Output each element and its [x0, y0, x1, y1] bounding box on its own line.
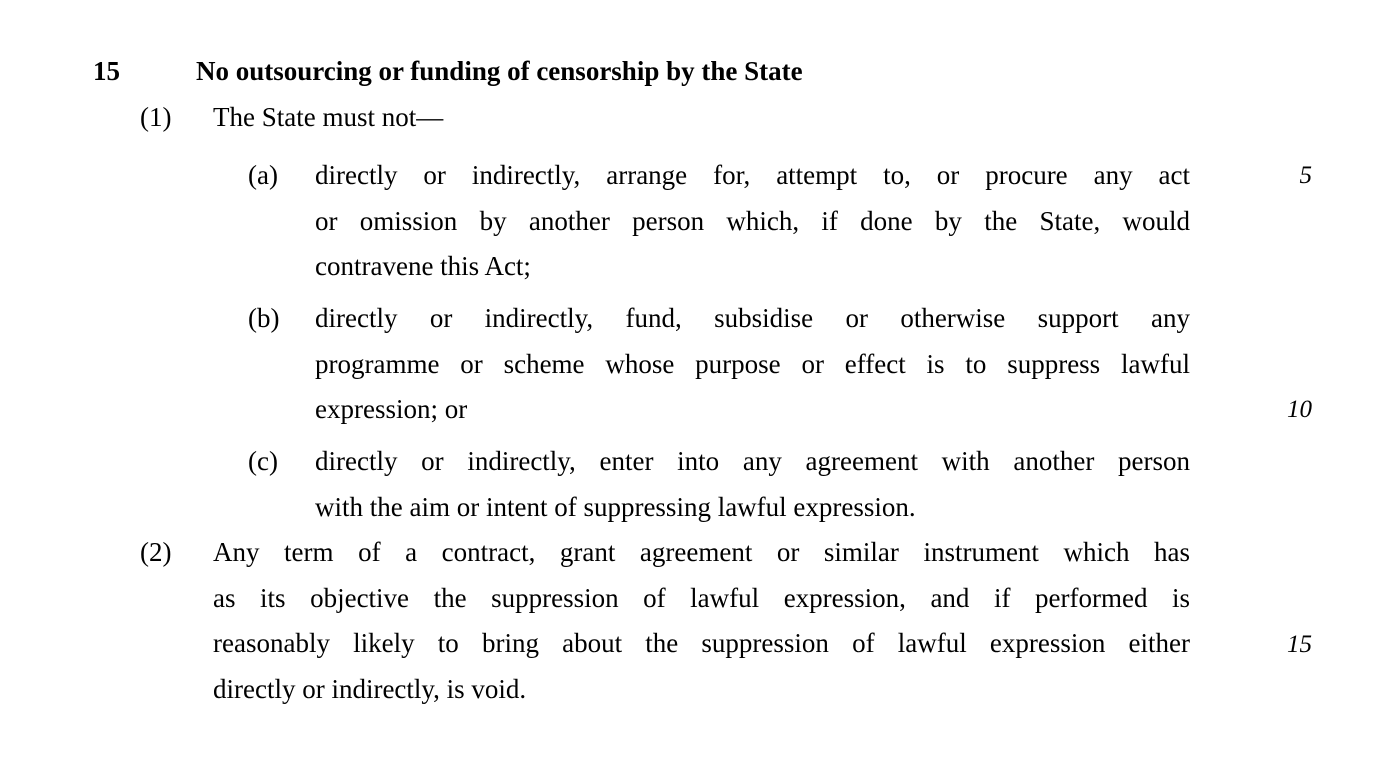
subsection-2-label: (2): [140, 537, 172, 567]
margin-line-number-15: 15: [1287, 631, 1312, 658]
text-line: directly or indirectly, is void.: [213, 673, 527, 704]
text-line: programme or scheme whose purpose or effect is to suppress lawful: [315, 348, 1190, 379]
text-line: reasonably likely to bring about the suppression of lawful expression either: [213, 628, 1190, 658]
text-line: Any term of a contract, grant agreement or similar instrument which has: [213, 537, 1190, 567]
text-line: with the aim or intent of suppressing lawful expression.: [315, 491, 916, 522]
paragraph-b-label: (b): [248, 303, 280, 333]
text-line: as its objective the suppression of lawful expression, and if performed is: [213, 582, 1190, 613]
paragraph-a-label: (a): [248, 160, 278, 190]
text-line: directly or indirectly, enter into any agreement with another person: [315, 446, 1190, 476]
section-number: 15: [93, 56, 120, 86]
paragraph-b-text: [315, 296, 1190, 433]
paragraph-c: [248, 439, 1190, 530]
paragraph-c-label: (c): [248, 446, 278, 476]
text-line: expression; or: [315, 394, 468, 424]
subsection-2: [140, 530, 1190, 712]
text-line: directly or indirectly, fund, subsidise or otherwise support any: [315, 303, 1190, 333]
margin-line-number-10: 10: [1287, 396, 1312, 423]
subsection-1: [140, 95, 1190, 141]
paragraph-a-text: [315, 153, 1190, 290]
section-heading: [93, 49, 803, 95]
text-line: contravene this Act;: [315, 251, 531, 281]
margin-line-number-5: 5: [1299, 162, 1312, 189]
text-line: directly or indirectly, arrange for, attempt to, or procure any act: [315, 160, 1190, 190]
subsection-1-text: The State must not—: [213, 102, 444, 132]
subsection-1-label: (1): [140, 102, 172, 132]
subsection-2-text: [213, 530, 1190, 712]
text-line: or omission by another person which, if done by the State, would: [315, 205, 1190, 236]
paragraph-b: [248, 296, 1190, 433]
paragraph-a: [248, 153, 1190, 290]
section-title: No outsourcing or funding of censorship by the State: [196, 56, 803, 86]
paragraph-c-text: [315, 439, 1190, 530]
